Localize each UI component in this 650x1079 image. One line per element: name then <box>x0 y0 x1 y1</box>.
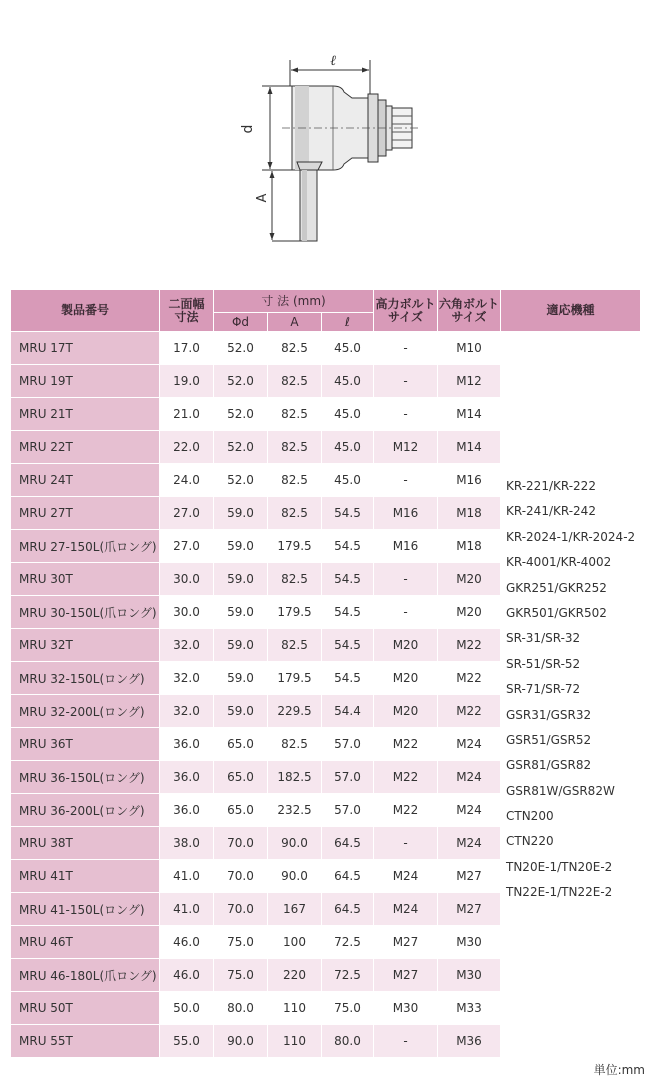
phi-d-cell: 65.0 <box>214 794 268 827</box>
hs-bolt-cell: M24 <box>374 893 438 926</box>
hs-bolt-cell: M20 <box>374 695 438 728</box>
product-number-cell: MRU 36-150L(ロング) <box>11 761 160 794</box>
hs-bolt-cell: - <box>374 596 438 629</box>
l-cell: 54.5 <box>322 662 374 695</box>
hs-bolt-cell: M16 <box>374 497 438 530</box>
hs-bolt-cell: - <box>374 398 438 431</box>
hex-bolt-cell: M33 <box>438 992 501 1025</box>
product-number-cell: MRU 36T <box>11 728 160 761</box>
dimension-label-d: d <box>240 124 256 134</box>
header-a: A <box>268 313 322 332</box>
compatible-model-item: CTN200 <box>506 809 554 824</box>
phi-d-cell: 65.0 <box>214 761 268 794</box>
width-cell: 41.0 <box>160 860 214 893</box>
width-cell: 55.0 <box>160 1025 214 1058</box>
socket-technical-drawing <box>0 0 650 280</box>
product-number-cell: MRU 21T <box>11 398 160 431</box>
width-cell: 22.0 <box>160 431 214 464</box>
product-number-cell: MRU 50T <box>11 992 160 1025</box>
compatible-model-item: GSR81W/GSR82W <box>506 783 615 798</box>
header-width-across-flats: 二面幅寸法 <box>160 290 214 332</box>
a-cell: 82.5 <box>268 365 322 398</box>
a-cell: 90.0 <box>268 860 322 893</box>
hs-bolt-cell: M20 <box>374 662 438 695</box>
a-cell: 82.5 <box>268 431 322 464</box>
product-number-cell: MRU 32-150L(ロング) <box>11 662 160 695</box>
phi-d-cell: 52.0 <box>214 332 268 365</box>
hex-bolt-cell: M14 <box>438 431 501 464</box>
phi-d-cell: 70.0 <box>214 893 268 926</box>
compatible-model-item: KR-221/KR-222 <box>506 479 596 493</box>
product-number-cell: MRU 22T <box>11 431 160 464</box>
width-cell: 17.0 <box>160 332 214 365</box>
hs-bolt-cell: M27 <box>374 926 438 959</box>
hex-bolt-cell: M24 <box>438 827 501 860</box>
compatible-model-item: GSR31/GSR32 <box>506 707 592 722</box>
width-cell: 46.0 <box>160 959 214 992</box>
compatible-model-item: TN22E-1/TN22E-2 <box>506 885 613 900</box>
l-cell: 75.0 <box>322 992 374 1025</box>
product-number-cell: MRU 30T <box>11 563 160 596</box>
product-number-cell: MRU 36-200L(ロング) <box>11 794 160 827</box>
l-cell: 54.5 <box>322 596 374 629</box>
width-cell: 27.0 <box>160 497 214 530</box>
hex-bolt-cell: M22 <box>438 662 501 695</box>
product-number-cell: MRU 46-180L(爪ロング) <box>11 959 160 992</box>
dimension-label-l: ℓ <box>330 53 336 69</box>
compatible-model-item: SR-31/SR-32 <box>506 631 581 646</box>
hs-bolt-cell: M22 <box>374 728 438 761</box>
hs-bolt-cell: M20 <box>374 629 438 662</box>
l-cell: 45.0 <box>322 464 374 497</box>
hs-bolt-cell: - <box>374 365 438 398</box>
product-number-cell: MRU 30-150L(爪ロング) <box>11 596 160 629</box>
l-cell: 54.5 <box>322 497 374 530</box>
width-cell: 50.0 <box>160 992 214 1025</box>
phi-d-cell: 52.0 <box>214 365 268 398</box>
compatible-model-item: GKR501/GKR502 <box>506 605 607 620</box>
phi-d-cell: 80.0 <box>214 992 268 1025</box>
product-number-cell: MRU 55T <box>11 1025 160 1058</box>
a-cell: 232.5 <box>268 794 322 827</box>
header-compatible-models: 適応機種 <box>501 290 641 332</box>
product-number-cell: MRU 41T <box>11 860 160 893</box>
compatible-model-item: GSR81/GSR82 <box>506 758 592 773</box>
width-cell: 24.0 <box>160 464 214 497</box>
compatible-model-item: KR-241/KR-242 <box>506 504 596 519</box>
a-cell: 82.5 <box>268 497 322 530</box>
a-cell: 220 <box>268 959 322 992</box>
product-number-cell: MRU 38T <box>11 827 160 860</box>
compatible-model-item: TN20E-1/TN20E-2 <box>506 859 613 874</box>
hex-bolt-cell: M27 <box>438 860 501 893</box>
product-number-cell: MRU 32T <box>11 629 160 662</box>
a-cell: 179.5 <box>268 662 322 695</box>
product-number-cell: MRU 46T <box>11 926 160 959</box>
l-cell: 57.0 <box>322 728 374 761</box>
phi-d-cell: 65.0 <box>214 728 268 761</box>
compatible-model-item: KR-2024-1/KR-2024-2 <box>506 529 636 544</box>
l-cell: 54.4 <box>322 695 374 728</box>
product-number-cell: MRU 32-200L(ロング) <box>11 695 160 728</box>
a-cell: 110 <box>268 992 322 1025</box>
compatible-model-item: GKR251/GKR252 <box>506 580 607 595</box>
product-number-cell: MRU 24T <box>11 464 160 497</box>
a-cell: 100 <box>268 926 322 959</box>
header-dimensions: 寸 法 (mm) <box>214 290 374 313</box>
width-cell: 19.0 <box>160 365 214 398</box>
phi-d-cell: 59.0 <box>214 596 268 629</box>
phi-d-cell: 59.0 <box>214 695 268 728</box>
hs-bolt-cell: - <box>374 563 438 596</box>
a-cell: 82.5 <box>268 563 322 596</box>
hs-bolt-cell: M22 <box>374 794 438 827</box>
a-cell: 82.5 <box>268 398 322 431</box>
compatible-model-item: SR-71/SR-72 <box>506 682 581 697</box>
hs-bolt-cell: - <box>374 464 438 497</box>
width-cell: 32.0 <box>160 629 214 662</box>
l-cell: 45.0 <box>322 398 374 431</box>
hex-bolt-cell: M27 <box>438 893 501 926</box>
l-cell: 45.0 <box>322 365 374 398</box>
l-cell: 54.5 <box>322 530 374 563</box>
width-cell: 32.0 <box>160 695 214 728</box>
phi-d-cell: 59.0 <box>214 497 268 530</box>
hex-bolt-cell: M20 <box>438 563 501 596</box>
compatible-model-item: SR-51/SR-52 <box>506 656 581 671</box>
phi-d-cell: 59.0 <box>214 530 268 563</box>
l-cell: 45.0 <box>322 332 374 365</box>
a-cell: 167 <box>268 893 322 926</box>
hs-bolt-cell: - <box>374 1025 438 1058</box>
header-hex-bolt: 六角ボルトサイズ <box>438 290 501 332</box>
hs-bolt-cell: - <box>374 332 438 365</box>
product-number-cell: MRU 27T <box>11 497 160 530</box>
compatible-model-item: CTN220 <box>506 834 554 849</box>
l-cell: 45.0 <box>322 431 374 464</box>
hs-bolt-cell: M22 <box>374 761 438 794</box>
a-cell: 82.5 <box>268 728 322 761</box>
hex-bolt-cell: M30 <box>438 959 501 992</box>
hs-bolt-cell: M24 <box>374 860 438 893</box>
header-product-number: 製品番号 <box>11 290 160 332</box>
a-cell: 229.5 <box>268 695 322 728</box>
hex-bolt-cell: M36 <box>438 1025 501 1058</box>
hs-bolt-cell: M16 <box>374 530 438 563</box>
a-cell: 179.5 <box>268 530 322 563</box>
l-cell: 54.5 <box>322 563 374 596</box>
a-cell: 82.5 <box>268 629 322 662</box>
l-cell: 64.5 <box>322 827 374 860</box>
unit-label: 単位:mm <box>593 1063 645 1077</box>
phi-d-cell: 59.0 <box>214 662 268 695</box>
hs-bolt-cell: M12 <box>374 431 438 464</box>
phi-d-cell: 75.0 <box>214 959 268 992</box>
product-number-cell: MRU 19T <box>11 365 160 398</box>
spec-table <box>10 289 641 1058</box>
hs-bolt-cell: M27 <box>374 959 438 992</box>
hex-bolt-cell: M16 <box>438 464 501 497</box>
phi-d-cell: 70.0 <box>214 860 268 893</box>
a-cell: 90.0 <box>268 827 322 860</box>
hex-bolt-cell: M22 <box>438 695 501 728</box>
header-high-strength-bolt: 高力ボルトサイズ <box>374 290 438 332</box>
l-cell: 80.0 <box>322 1025 374 1058</box>
width-cell: 41.0 <box>160 893 214 926</box>
hex-bolt-cell: M24 <box>438 761 501 794</box>
phi-d-cell: 59.0 <box>214 629 268 662</box>
width-cell: 46.0 <box>160 926 214 959</box>
phi-d-cell: 52.0 <box>214 398 268 431</box>
phi-d-cell: 70.0 <box>214 827 268 860</box>
width-cell: 27.0 <box>160 530 214 563</box>
width-cell: 30.0 <box>160 563 214 596</box>
width-cell: 36.0 <box>160 761 214 794</box>
a-cell: 82.5 <box>268 464 322 497</box>
width-cell: 21.0 <box>160 398 214 431</box>
phi-d-cell: 52.0 <box>214 431 268 464</box>
l-cell: 64.5 <box>322 893 374 926</box>
compatible-models-cell <box>501 332 641 1058</box>
phi-d-cell: 75.0 <box>214 926 268 959</box>
width-cell: 38.0 <box>160 827 214 860</box>
hs-bolt-cell: M30 <box>374 992 438 1025</box>
l-cell: 72.5 <box>322 926 374 959</box>
hex-bolt-cell: M30 <box>438 926 501 959</box>
width-cell: 36.0 <box>160 794 214 827</box>
l-cell: 57.0 <box>322 761 374 794</box>
hex-bolt-cell: M20 <box>438 596 501 629</box>
product-number-cell: MRU 27-150L(爪ロング) <box>11 530 160 563</box>
l-cell: 72.5 <box>322 959 374 992</box>
header-l: ℓ <box>322 313 374 332</box>
compatible-model-item: KR-4001/KR-4002 <box>506 555 612 570</box>
hex-bolt-cell: M18 <box>438 497 501 530</box>
hex-bolt-cell: M12 <box>438 365 501 398</box>
l-cell: 57.0 <box>322 794 374 827</box>
phi-d-cell: 52.0 <box>214 464 268 497</box>
dimension-label-a: A <box>255 193 270 203</box>
header-phi-d: Φd <box>214 313 268 332</box>
hex-bolt-cell: M14 <box>438 398 501 431</box>
compatible-model-item: GSR51/GSR52 <box>506 732 592 747</box>
a-cell: 82.5 <box>268 332 322 365</box>
width-cell: 30.0 <box>160 596 214 629</box>
a-cell: 182.5 <box>268 761 322 794</box>
product-number-cell: MRU 17T <box>11 332 160 365</box>
hex-bolt-cell: M18 <box>438 530 501 563</box>
l-cell: 54.5 <box>322 629 374 662</box>
phi-d-cell: 90.0 <box>214 1025 268 1058</box>
table-row <box>11 332 641 365</box>
product-number-cell: MRU 41-150L(ロング) <box>11 893 160 926</box>
hex-bolt-cell: M24 <box>438 728 501 761</box>
width-cell: 36.0 <box>160 728 214 761</box>
a-cell: 110 <box>268 1025 322 1058</box>
l-cell: 64.5 <box>322 860 374 893</box>
hs-bolt-cell: - <box>374 827 438 860</box>
hex-bolt-cell: M22 <box>438 629 501 662</box>
a-cell: 179.5 <box>268 596 322 629</box>
hex-bolt-cell: M24 <box>438 794 501 827</box>
phi-d-cell: 59.0 <box>214 563 268 596</box>
width-cell: 32.0 <box>160 662 214 695</box>
hex-bolt-cell: M10 <box>438 332 501 365</box>
